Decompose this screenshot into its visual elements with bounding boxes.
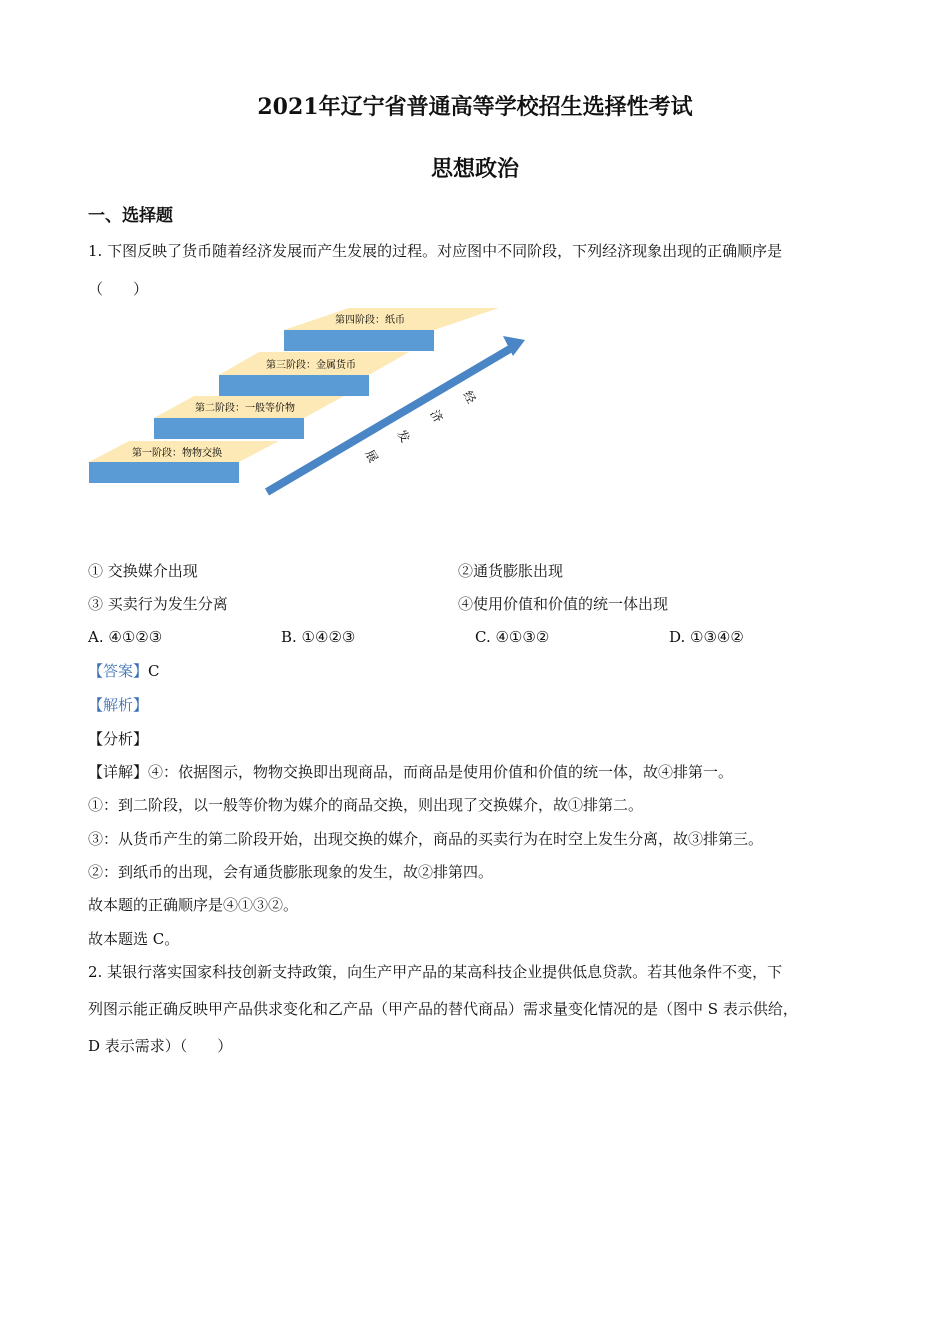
arrow-char-4: 展: [362, 447, 381, 465]
detail-line-2: ①：到二阶段，以一般等价物为媒介的商品交换，则出现了交换媒介，故①排第二。: [88, 796, 644, 814]
subject-title: 思想政治: [430, 156, 519, 182]
q1-stem-line2: （ ）: [88, 280, 149, 298]
answer-value: C: [148, 662, 160, 680]
exam-title: 2021年辽宁省普通高等学校招生选择性考试: [257, 94, 693, 120]
q1-option-b: B. ①④②③: [281, 628, 356, 646]
step-label-1: 第一阶段：物物交换: [132, 448, 222, 459]
step-label-3: 第三阶段：金属货币: [266, 360, 356, 371]
q1-stem-line1: 1. 下图反映了货币随着经济发展而产生发展的过程。对应图中不同阶段，下列经济现象出现的正确顺序是: [88, 242, 783, 260]
answer-tag: 【答案】: [88, 662, 149, 680]
arrow-char-2: 济: [427, 407, 446, 425]
step-face-2: [154, 418, 304, 439]
q1-option-a: A. ④①②③: [88, 628, 163, 646]
detail-line-5: 故本题的正确顺序是④①③②。: [88, 896, 299, 914]
q2-stem-line2: 列图示能正确反映甲产品供求变化和乙产品（甲产品的替代商品）需求量变化情况的是（图中 S 表示供给，: [88, 1000, 798, 1018]
step-label-2: 第二阶段：一般等价物: [195, 403, 295, 414]
analysis-tag: 【解析】: [88, 696, 149, 714]
q2-stem-line3: D 表示需求）（ ）: [88, 1037, 233, 1055]
arrow-char-1: 经: [460, 388, 479, 406]
q1-item-3: ③ 买卖行为发生分离: [88, 595, 228, 613]
q1-option-c: C. ④①③②: [475, 628, 550, 646]
step-face-3: [219, 375, 369, 396]
detail-tag: 【详解】: [88, 763, 149, 781]
currency-stages-figure: [85, 300, 535, 505]
detail-line-3: ③：从货币产生的第二阶段开始，出现交换的媒介，商品的买卖行为在时空上发生分离，故③排第三。: [88, 830, 764, 848]
detail-text-1: ④：依据图示，物物交换即出现商品，而商品是使用价值和价值的统一体，故④排第一。: [148, 763, 734, 781]
step-label-4: 第四阶段：纸币: [335, 315, 405, 326]
q2-stem-line1: 2. 某银行落实国家科技创新支持政策，向生产甲产品的某高科技企业提供低息贷款。若其他条件不变，下: [88, 963, 783, 981]
step-face-1: [89, 462, 239, 483]
step-face-4: [284, 330, 434, 351]
detail-line-4: ②：到纸币的出现，会有通货膨胀现象的发生，故②排第四。: [88, 863, 494, 881]
arrow-char-3: 发: [394, 427, 413, 445]
q1-item-1: ① 交换媒介出现: [88, 562, 198, 580]
q1-item-2: ②通货膨胀出现: [458, 562, 564, 580]
detail-line-1: [88, 762, 733, 782]
q1-answer: [88, 661, 160, 681]
q1-item-4: ④使用价值和价值的统一体出现: [458, 595, 669, 613]
detail-line-6: 故本题选 C。: [88, 930, 180, 948]
q1-option-d: D. ①③④②: [669, 628, 744, 646]
fenxi-tag: 【分析】: [88, 730, 149, 748]
section-heading: 一、选择题: [88, 206, 173, 226]
